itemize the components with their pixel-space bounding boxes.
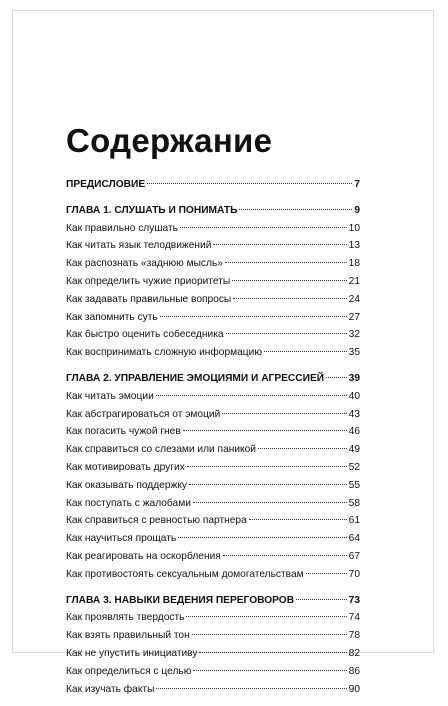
page-number: 70 <box>348 568 360 580</box>
page-number: 7 <box>354 179 360 190</box>
page-number: 32 <box>348 329 360 341</box>
dot-leader <box>189 483 347 485</box>
toc-section <box>66 592 360 699</box>
dot-leader <box>258 447 347 449</box>
page-number: 58 <box>348 497 360 509</box>
page-number: 73 <box>348 594 360 606</box>
dot-leader <box>193 501 347 503</box>
entry-title: Как не упустить инициативу <box>66 647 198 659</box>
page-number: 61 <box>348 515 360 527</box>
toc-entry[interactable] <box>66 441 360 459</box>
toc-chapter-entry[interactable] <box>66 176 360 194</box>
toc-entry[interactable] <box>66 609 360 627</box>
dot-leader <box>306 572 347 574</box>
toc-entry[interactable] <box>66 627 360 645</box>
dot-leader <box>326 376 347 378</box>
page-number: 21 <box>348 275 360 287</box>
entry-title: Как мотивировать других <box>66 461 185 473</box>
entry-title: Как справиться с ревностью партнера <box>66 515 247 527</box>
page-number: 86 <box>348 665 360 677</box>
entry-title: Как абстрагироваться от эмоций <box>66 408 221 420</box>
dot-leader <box>226 332 347 334</box>
dot-leader <box>193 669 346 671</box>
page-number: 9 <box>354 204 360 216</box>
toc-entry[interactable] <box>66 220 360 238</box>
page-number: 67 <box>348 550 360 562</box>
dot-leader <box>183 429 347 431</box>
entry-title: Как правильно слушать <box>66 222 178 234</box>
toc-entry[interactable] <box>66 237 360 255</box>
toc-entry[interactable] <box>66 566 360 584</box>
toc-chapter-entry[interactable] <box>66 370 360 388</box>
page-number: 43 <box>348 408 360 420</box>
toc-entry[interactable] <box>66 326 360 344</box>
page-number: 13 <box>348 240 360 252</box>
dot-leader <box>180 226 347 228</box>
chapter-title: ГЛАВА 1. СЛУШАТЬ И ПОНИМАТЬ <box>66 204 238 216</box>
dot-leader <box>232 279 346 281</box>
page-number: 39 <box>348 372 360 384</box>
toc-chapter-entry[interactable] <box>66 202 360 220</box>
entry-title: Как определиться с целью <box>66 665 192 677</box>
dot-leader <box>296 598 347 600</box>
entry-title: Как поступать с жалобами <box>66 497 191 509</box>
page-number: 78 <box>348 630 360 642</box>
entry-title: Как читать язык телодвижений <box>66 240 212 252</box>
page-number: 24 <box>348 293 360 305</box>
dot-leader <box>147 182 352 184</box>
entry-title: Как задавать правильные вопросы <box>66 293 232 305</box>
dot-leader <box>213 243 346 245</box>
entry-title: Как оказывать поддержку <box>66 479 187 491</box>
entry-title: Как научиться прощать <box>66 533 177 545</box>
dot-leader <box>222 412 346 414</box>
page-number: 55 <box>348 479 360 491</box>
page-number: 82 <box>348 647 360 659</box>
toc-entry[interactable] <box>66 663 360 681</box>
toc-entry[interactable] <box>66 530 360 548</box>
entry-title: Как реагировать на оскорбления <box>66 550 221 562</box>
toc-entry[interactable] <box>66 291 360 309</box>
entry-title: Как изучать факты <box>66 683 155 695</box>
toc-section <box>66 202 360 362</box>
toc-chapter-entry[interactable] <box>66 592 360 610</box>
page-number: 49 <box>348 444 360 456</box>
toc-entry[interactable] <box>66 512 360 530</box>
entry-title: Как погасить чужой гнев <box>66 426 181 438</box>
dot-leader <box>239 208 352 210</box>
toc-entry[interactable] <box>66 423 360 441</box>
chapter-title: ГЛАВА 3. НАВЫКИ ВЕДЕНИЯ ПЕРЕГОВОРОВ <box>66 594 295 606</box>
toc-entry[interactable] <box>66 548 360 566</box>
page-number: 35 <box>348 347 360 359</box>
page-number: 40 <box>348 390 360 402</box>
entry-title: Как справиться со слезами или паникой <box>66 444 256 456</box>
page-title: Содержание <box>66 122 273 159</box>
entry-title: Как проявлять твердость <box>66 612 185 624</box>
dot-leader <box>264 350 347 352</box>
page-number: 10 <box>348 222 360 234</box>
toc-entry[interactable] <box>66 645 360 663</box>
toc-entry[interactable] <box>66 681 360 699</box>
page-number: 90 <box>348 683 360 695</box>
page-number: 18 <box>348 258 360 270</box>
page-number: 52 <box>348 461 360 473</box>
toc-section <box>66 176 360 194</box>
entry-title: Как воспринимать сложную информацию <box>66 347 262 359</box>
page-number: 64 <box>348 533 360 545</box>
toc-entry[interactable] <box>66 477 360 495</box>
entry-title: Как запомнить суть <box>66 311 158 323</box>
entry-title: Как читать эмоции <box>66 390 154 402</box>
toc-section <box>66 370 360 584</box>
page-number: 27 <box>348 311 360 323</box>
dot-leader <box>160 315 347 317</box>
toc-entry[interactable] <box>66 273 360 291</box>
toc-entry[interactable] <box>66 388 360 406</box>
dot-leader <box>233 297 346 299</box>
chapter-title: ГЛАВА 2. УПРАВЛЕНИЕ ЭМОЦИЯМИ И АГРЕССИЕЙ <box>66 372 325 384</box>
dot-leader <box>225 261 347 263</box>
page-number: 74 <box>348 612 360 624</box>
entry-title: Как определить чужие приоритеты <box>66 275 231 287</box>
dot-leader <box>186 615 346 617</box>
dot-leader <box>192 633 347 635</box>
dot-leader <box>178 536 346 538</box>
dot-leader <box>156 394 347 396</box>
toc-entry[interactable] <box>66 344 360 362</box>
dot-leader <box>249 518 347 520</box>
entry-title: Как взять правильный тон <box>66 630 190 642</box>
dot-leader <box>223 554 347 556</box>
entry-title: Как противостоять сексуальным домогательствам <box>66 568 304 580</box>
entry-title: Как быстро оценить собеседника <box>66 329 224 341</box>
table-of-contents <box>66 176 360 706</box>
dot-leader <box>199 651 346 653</box>
page-number: 46 <box>348 426 360 438</box>
toc-entry[interactable] <box>66 495 360 513</box>
chapter-title: ПРЕДИСЛОВИЕ <box>66 179 146 190</box>
toc-entry[interactable] <box>66 459 360 477</box>
toc-entry[interactable] <box>66 406 360 424</box>
toc-entry[interactable] <box>66 255 360 273</box>
dot-leader <box>156 687 346 689</box>
dot-leader <box>187 465 347 467</box>
toc-entry[interactable] <box>66 309 360 327</box>
entry-title: Как распознать «заднюю мысль» <box>66 258 223 270</box>
